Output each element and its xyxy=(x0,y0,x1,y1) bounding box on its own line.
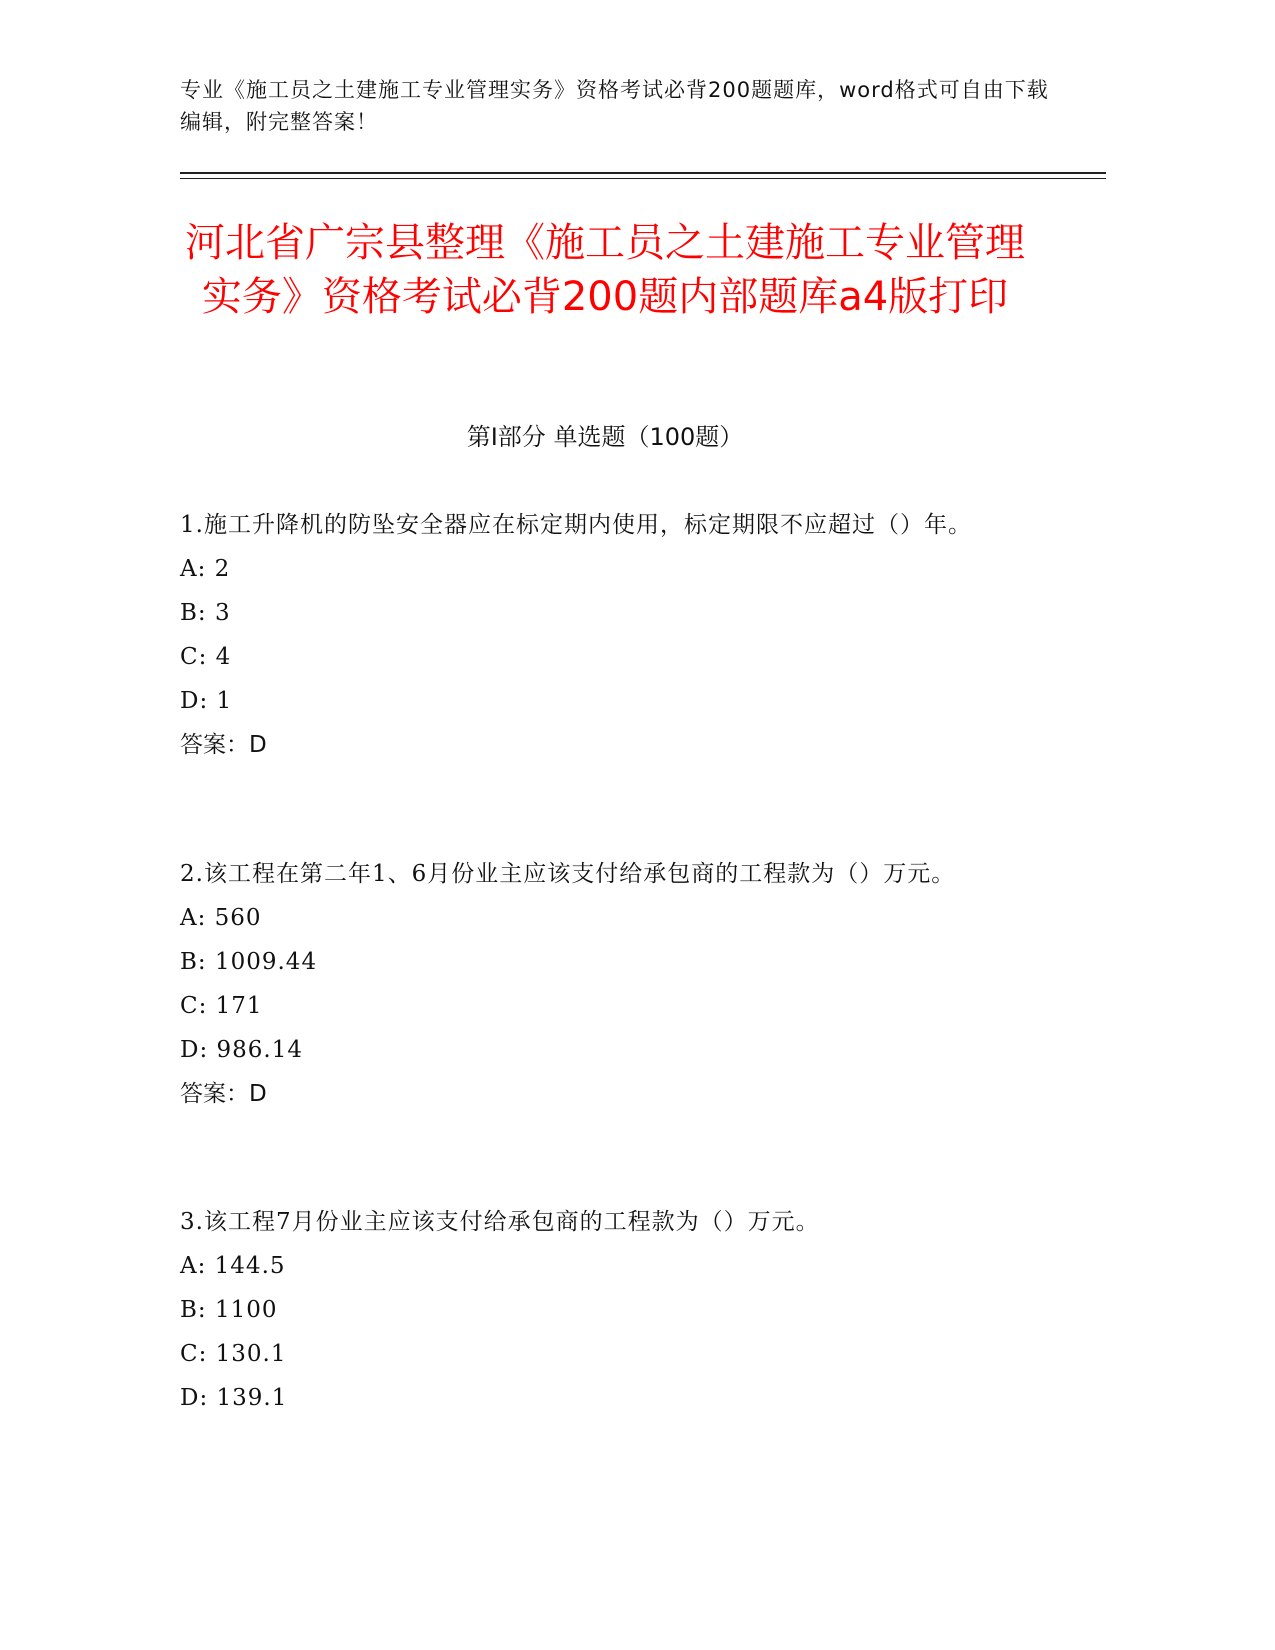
option-d: D: 986.14 xyxy=(180,1037,303,1063)
option-a: A: 2 xyxy=(180,556,231,582)
option-d: D: 139.1 xyxy=(180,1385,288,1411)
option-b: B: 1009.44 xyxy=(180,949,318,975)
header-note: 专业《施工员之土建施工专业管理实务》资格考试必背200题题库，word格式可自由下载编辑，附完整答案！ xyxy=(180,78,1049,134)
question-2 xyxy=(180,852,1040,1116)
document-title: 河北省广宗县整理《施工员之土建施工专业管理实务》资格考试必背200题内部题库a4版打印 xyxy=(185,220,1025,320)
option-a: A: 560 xyxy=(180,905,262,931)
option-b: B: 1100 xyxy=(180,1297,278,1323)
question-stem: 3.该工程7月份业主应该支付给承包商的工程款为（）万元。 xyxy=(180,1209,820,1235)
option-d: D: 1 xyxy=(180,688,233,714)
question-stem: 1.施工升降机的防坠安全器应在标定期内使用，标定期限不应超过（）年。 xyxy=(180,512,972,538)
question-3 xyxy=(180,1200,1040,1420)
answer: 答案：D xyxy=(180,732,267,758)
option-c: C: 130.1 xyxy=(180,1341,287,1367)
option-a: A: 144.5 xyxy=(180,1253,286,1279)
option-b: B: 3 xyxy=(180,600,231,626)
option-c: C: 4 xyxy=(180,644,232,670)
header-rule-thick xyxy=(180,172,1106,174)
question-stem: 2.该工程在第二年1、6月份业主应该支付给承包商的工程款为（）万元。 xyxy=(180,861,956,887)
question-1 xyxy=(180,503,1040,767)
option-c: C: 171 xyxy=(180,993,263,1019)
section-title: 第Ⅰ部分 单选题（100题） xyxy=(466,423,744,451)
header-rule-thin xyxy=(180,178,1106,179)
answer: 答案：D xyxy=(180,1081,267,1107)
